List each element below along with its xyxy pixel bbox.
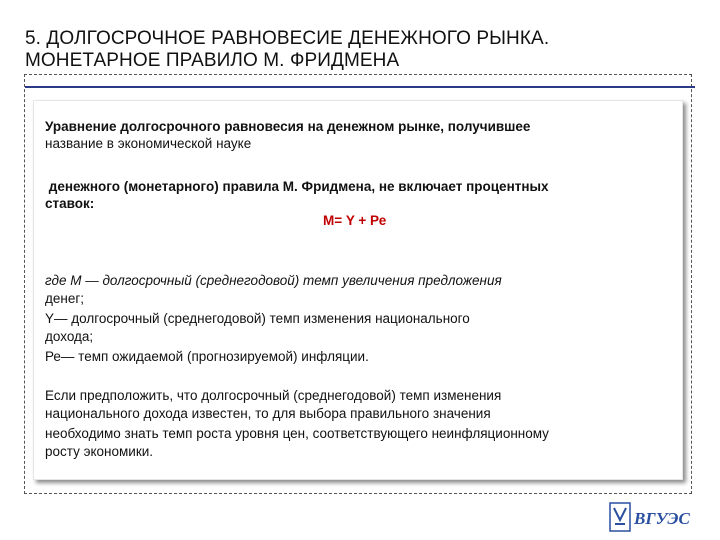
logo-text: ВГУЭС bbox=[634, 509, 690, 528]
slide-title-line2: МОНЕТАРНОЕ ПРАВИЛО М. ФРИДМЕНА bbox=[25, 50, 400, 71]
slide-title bbox=[25, 28, 685, 72]
rule-text-line1: денежного (монетарного) правила М. Фридмена, не включает процентных bbox=[45, 179, 549, 194]
definition-pe: Ре— темп ожидаемой (прогнозируемой) инфляции. bbox=[45, 349, 369, 364]
intro-bold-text: Уравнение долгосрочного равновесия на денежном рынке, получившее bbox=[45, 119, 531, 134]
conclusion-line2: национального дохода известен, то для выбора правильного значения bbox=[45, 406, 491, 421]
conclusion-line1: Если предположить, что долгосрочный (среднегодовой) темп изменения bbox=[45, 388, 502, 403]
definition-m-line2: денег; bbox=[45, 291, 85, 306]
definition-y-line1: Y— долгосрочный (среднегодовой) темп изменения национального bbox=[45, 311, 470, 326]
title-divider bbox=[25, 86, 695, 88]
logo-emblem-icon bbox=[608, 500, 692, 534]
conclusion-line3: необходимо знать темп роста уровня цен, соответствующего неинфляционному bbox=[45, 426, 549, 441]
friedman-formula: М= Y + Ре bbox=[323, 213, 387, 228]
definition-y-line2: дохода; bbox=[45, 329, 94, 344]
definition-m-line1: где М — долгосрочный (среднегодовой) темп увеличения предложения bbox=[45, 273, 502, 288]
slide-title-line1: 5. ДОЛГОСРОЧНОЕ РАВНОВЕСИЕ ДЕНЕЖНОГО РЫНКА. bbox=[25, 28, 550, 49]
rule-text-line2: ставок: bbox=[45, 196, 95, 211]
intro-regular-text: название в экономической науке bbox=[45, 136, 252, 151]
university-logo bbox=[608, 500, 692, 534]
conclusion-line4: росту экономики. bbox=[45, 444, 154, 459]
